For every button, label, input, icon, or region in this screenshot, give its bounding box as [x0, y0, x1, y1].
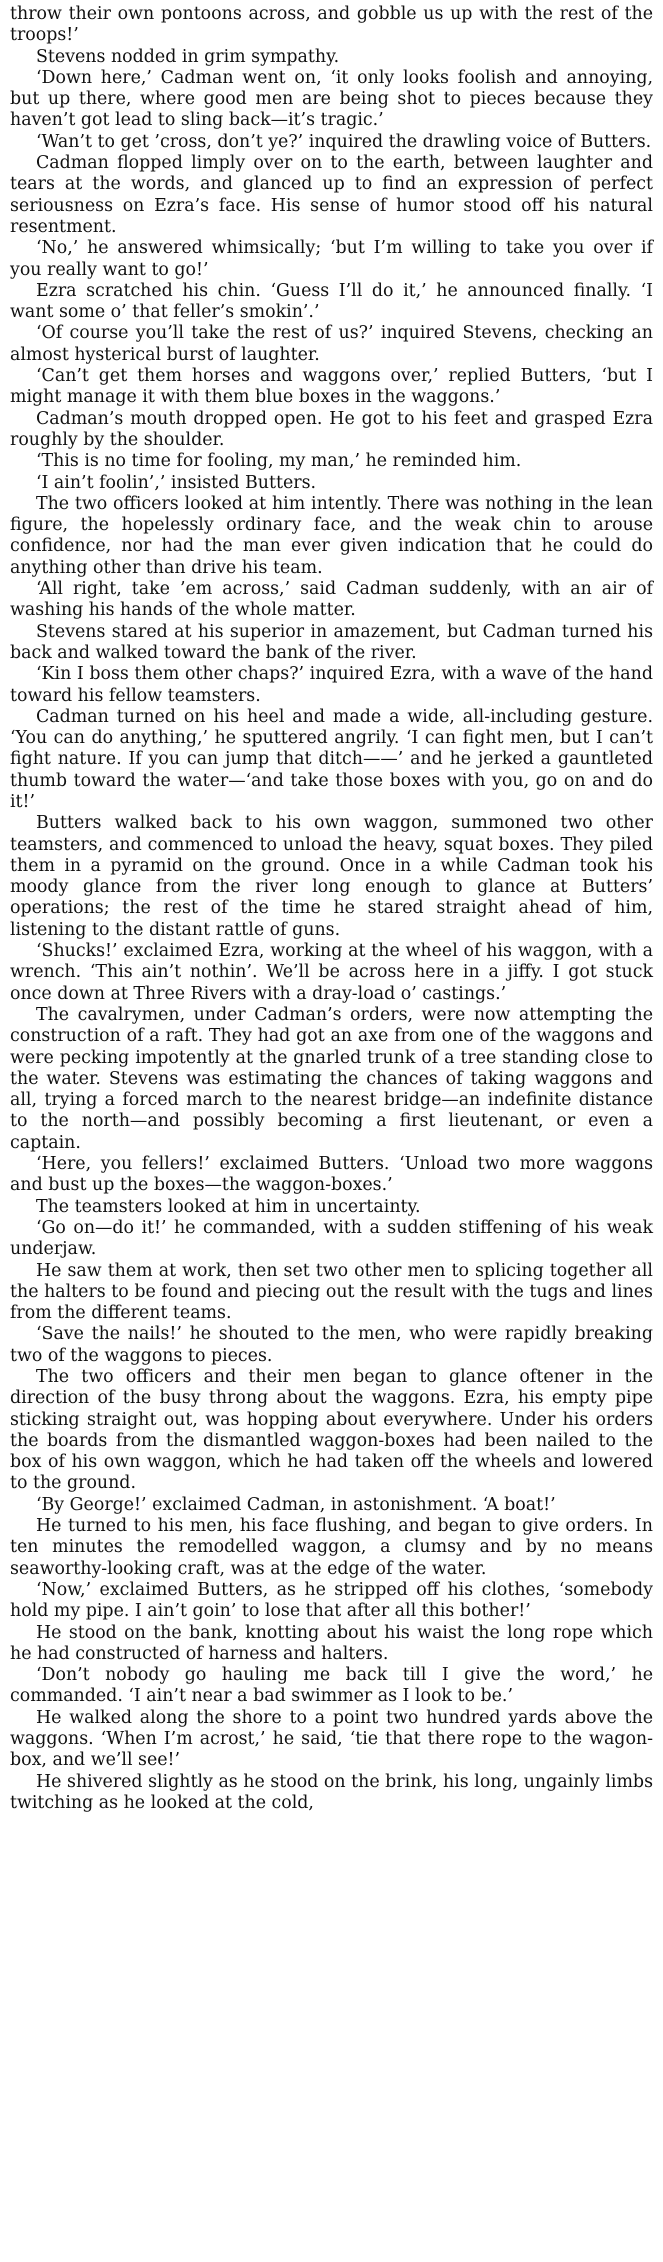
paragraph: ‘Of course you’ll take the rest of us?’ inquired Stevens, checking an almost hysterical burst of laughter.: [10, 323, 653, 365]
paragraph: ‘Down here,’ Cadman went on, ‘it only looks foolish and annoying, but up there, where good men are being shot to pieces because they haven’t got lead to sling back—it’s tragic.’: [10, 67, 653, 131]
paragraph: He saw them at work, then set two other men to splicing together all the halters to be found and piecing out the result with the tugs and lines from the different teams.: [10, 1260, 653, 1324]
paragraph: ‘This is no time for fooling, my man,’ he reminded him.: [36, 451, 522, 472]
paragraph: ‘Kin I boss them other chaps?’ inquired Ezra, with a wave of the hand toward his fellow teamsters.: [10, 664, 653, 706]
paragraph: The teamsters looked at him in uncertainty.: [36, 1196, 421, 1217]
paragraph: Stevens nodded in grim sympathy.: [36, 46, 340, 67]
paragraph: Stevens stared at his superior in amazement, but Cadman turned his back and walked toward the bank of the river.: [10, 621, 653, 663]
article-column: [10, 4, 653, 1814]
paragraph: ‘Save the nails!’ he shouted to the men, who were rapidly breaking two of the waggons to pieces.: [10, 1324, 653, 1366]
paragraph: The two officers and their men began to glance oftener in the direction of the busy throng about the waggons. Ezra, his empty pipe sticking straight out, was hopping about everywhere. Under his orders the boards from the dismantled waggon-boxes had been nailed to the box of his own waggon, which he had taken off the wheels and lowered to the ground.: [10, 1367, 653, 1494]
paragraph: ‘No,’ he answered whimsically; ‘but I’m willing to take you over if you really want to go!’: [10, 238, 653, 280]
paragraph: He walked along the shore to a point two hundred yards above the waggons. ‘When I’m acrost,’ he said, ‘tie that there rope to the wagon-box, and we’ll see!’: [10, 1707, 653, 1771]
paragraph: ‘By George!’ exclaimed Cadman, in astonishment. ‘A boat!’: [36, 1494, 556, 1515]
paragraph: ‘Now,’ exclaimed Butters, as he stripped off his clothes, ‘somebody hold my pipe. I ain’t goin’ to lose that after all this bother!’: [10, 1579, 653, 1622]
paragraph: He shivered slightly as he stood on the brink, his long, ungainly limbs twitching as he looked at the cold,: [10, 1771, 653, 1813]
paragraph: Butters walked back to his own waggon, summoned two other teamsters, and commenced to unload the heavy, squat boxes. They piled them in a pyramid on the ground. Once in a while Cadman took his moody glance from the river long enough to glance at Butters’ operations; the rest of the time he stared straight ahead of him, listening to the distant rattle of guns.: [10, 813, 653, 940]
paragraph: ‘Go on—do it!’ he commanded, with a sudden stiffening of his weak underjaw.: [10, 1217, 653, 1260]
paragraph: ‘Wan’t to get ’cross, don’t ye?’ inquired the drawling voice of Butters.: [36, 131, 652, 152]
paragraph: Cadman’s mouth dropped open. He got to his feet and grasped Ezra roughly by the shoulder.: [10, 408, 653, 450]
paragraph: He stood on the bank, knotting about his waist the long rope which he had constructed of harness and halters.: [10, 1622, 653, 1664]
paragraph: throw their own pontoons across, and gobble us up with the rest of the troops!’: [10, 4, 653, 46]
paragraph: ‘Shucks!’ exclaimed Ezra, working at the wheel of his waggon, with a wrench. ‘This ain’t nothin’. We’ll be across here in a jiffy. I got stuck once down at Three Rivers with a dray-load o’ castings.’: [10, 941, 653, 1004]
paragraph: ‘Here, you fellers!’ exclaimed Butters. ‘Unload two more waggons and bust up the boxes—the waggon-boxes.’: [10, 1154, 653, 1196]
paragraph: The two officers looked at him intently. There was nothing in the lean figure, the hopelessly ordinary face, and the weak chin to arouse confidence, nor had the man ever given indication that he could do anything other than drive his team.: [10, 493, 653, 578]
paragraph: ‘Don’t nobody go hauling me back till I give the word,’ he commanded. ‘I ain’t near a bad swimmer as I look to be.’: [10, 1665, 653, 1707]
paragraph: ‘I ain’t foolin’,’ insisted Butters.: [36, 472, 317, 493]
paragraph: He turned to his men, his face flushing, and began to give orders. In ten minutes the remodelled waggon, a clumsy and by no means seaworthy-looking craft, was at the edge of the water.: [10, 1516, 653, 1579]
paragraph: Ezra scratched his chin. ‘Guess I’ll do it,’ he announced finally. ‘I want some o’ that feller’s smokin’.’: [10, 280, 653, 323]
paragraph: ‘All right, take ’em across,’ said Cadman suddenly, with an air of washing his hands of the whole matter.: [10, 579, 653, 621]
paragraph: The cavalrymen, under Cadman’s orders, were now attempting the construction of a raft. They had got an axe from one of the waggons and were pecking impotently at the gnarled trunk of a tree standing close to the water. Stevens was estimating the chances of taking waggons and all, trying a forced march to the nearest bridge—an indefinite distance to the north—and possibly becoming a first lieutenant, or even a captain.: [10, 1004, 653, 1153]
paragraph: Cadman flopped limply over on to the earth, between laughter and tears at the words, and glanced up to find an expression of perfect seriousness on Ezra’s face. His sense of humor stood off his natural resentment.: [10, 153, 653, 237]
paragraph: Cadman turned on his heel and made a wide, all-including gesture. ‘You can do anything,’ he sputtered angrily. ‘I can fight men, but I can’t fight nature. If you can jump that ditch——’ and he jerked a gauntleted thumb toward the water—‘and take those boxes with you, go on and do it!’: [10, 706, 653, 812]
paragraph: ‘Can’t get them horses and waggons over,’ replied Butters, ‘but I might manage it with them blue boxes in the waggons.’: [10, 366, 653, 408]
